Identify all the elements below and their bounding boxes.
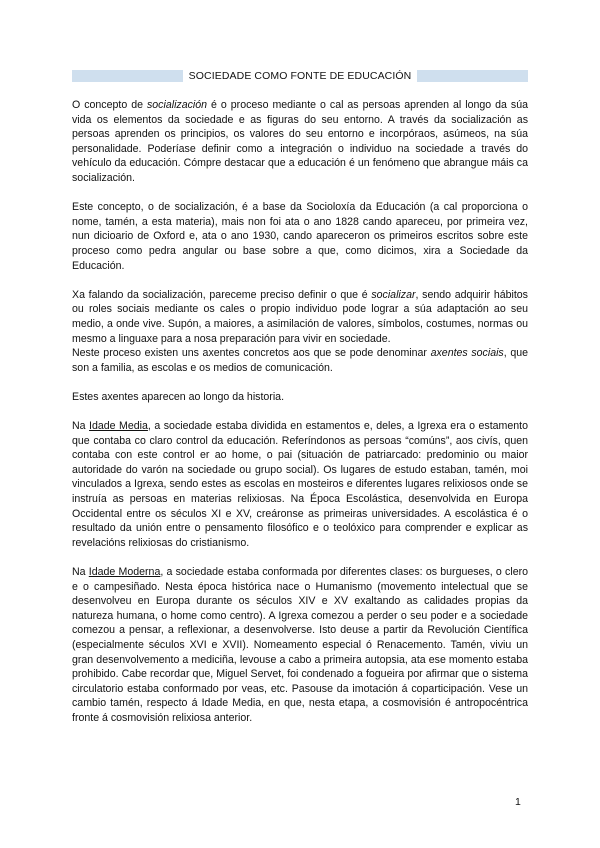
title-bar-right — [417, 70, 528, 82]
text: O concepto de — [72, 99, 147, 111]
paragraph-idade-media — [72, 419, 528, 550]
emphasis-axentes-sociais: axentes sociais — [430, 347, 504, 360]
paragraph-concepto: Este concepto, o de socialización, é a base da Socioloxía da Educación (a cal proporciona o nome, tamén, a esta materia), mais non foi ata o ano 1828 cando apareceu, por primeira vez, nun dicioario de Oxford e, ata o ano 1930, cando apareceron os primeiros escritos sobre este proceso como pedra angular ou base sobre a que, como dicimos, xira a Sociedade da Educación. — [72, 201, 528, 272]
emphasis-socializacion: socialización — [146, 99, 208, 111]
paragraph-historia: Estes axentes aparecen ao longo da historia. — [72, 390, 285, 403]
paragraph-socializar — [72, 288, 528, 346]
document-title: SOCIEDADE COMO FONTE DE EDUCACIÓN — [188, 70, 412, 82]
page-number: 1 — [515, 796, 521, 808]
title-bar-left — [72, 70, 183, 82]
paragraph-axentes — [72, 346, 528, 375]
text: Neste proceso existen uns axentes concretos aos que se pode denominar — [72, 347, 431, 360]
paragraph-socializacion — [72, 98, 528, 186]
text: Xa falando da socialización, pareceme preciso definir o que é — [72, 288, 372, 301]
text: Na — [72, 420, 90, 433]
text: Na — [72, 566, 89, 578]
paragraph-idade-moderna — [72, 565, 528, 726]
title-row — [72, 68, 528, 84]
underline-idade-moderna: Idade Moderna — [88, 566, 161, 578]
document-body — [72, 98, 528, 740]
text: , a sociedade estaba dividida en estamentos e, deles, a Igrexa era o estamento que contaba co claro control da educación. Referíndonos as persoas “comúns”, aos civís, quen contaba con este control er ao home, o pai (situación de patriarcado: predominio ou maior autoridade do varón na sociedade ou grupo social). Os lugares de estudo estaban, tamén, moi vinculados a Igrexa, sendo estes as escolas en mosteiros e diferentes lugares relixiosos onde se instruía as persoas en materias relixiosas. Na Época Escolástica, desenvolvida en Europa Occidental entre os séculos XI e XV, creáronse as primeiras universidades. A escolástica é o resultado da unión entre o pensamento filosófico e o teolóxico para comprender e explicar as revelacións relixiosas do cristianismo. — [72, 420, 528, 549]
text: , a sociedade estaba conformada por diferentes clases: os burgueses, o clero e o campesiñado. Nesta época histórica nace o Humanismo (movemento intelectual que se desenvolveu en Europa durante os séculos XIV e XV exaltando as calidades propias da natureza humana, o home como centro). A Igrexa comezou a perder o seu poder e a sociedade comezou a pensar, a reflexionar, a desenvolverse. Isto deuse a partir da Revolución Científica (especialmente séculos XVI e XVII). Nomeamento especial ó Renacemento. Tamén, viviu un gran desenvolvemento a mediciña, levouse a cabo a primeira autopsia, ata ese momento estaba prohibido. Cabe recordar que, Miguel Servet, foi condenado a fogueira por afirmar que o sistema circulatorio estaba conformado por veas, etc. Pasouse da imotación á coparticipación. Vese un cambio tamén, respecto á Idade Media, en que, nesta etapa, a cosmovisión é antropocéntrica fronte á cosmovisión relixiosa anterior. — [72, 566, 528, 724]
emphasis-socializar: socializar — [371, 288, 416, 301]
underline-idade-media: Idade Media — [89, 420, 148, 433]
text: , sendo adquirir hábitos ou roles sociais mediante os cales o propio individuo pode lograr a súa adaptación ao seu medio, a onde vive. Supón, a maiores, a asimilación de valores, símbolos, costumes, normas ou mesmo a linguaxe para a nosa preparación para vivir en sociedade. — [72, 288, 528, 345]
text: é o proceso mediante o cal as persoas aprenden al longo da súa vida os elementos da sociedade e as figuras do seu entorno. A través da socialización as persoas aprenden os principios, os valores do seu entorno e incorpóraos, asúmeos, na súa personalidade. Poderíase definir como a integración o individuo na sociedade a través do vehículo da educación. Cómpre destacar que a educación é un fenómeno que abrangue máis ca socialización. — [72, 99, 528, 184]
text: , que son a familia, as escolas e os medios de comunicación. — [72, 347, 528, 374]
